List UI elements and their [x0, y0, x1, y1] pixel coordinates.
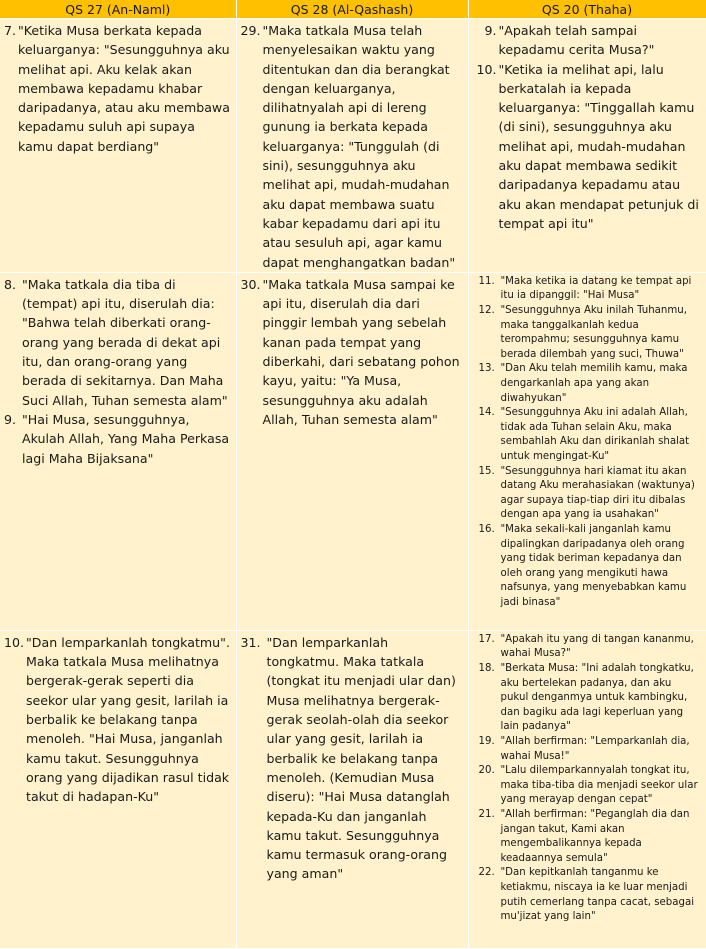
- cell-thaha: [468, 630, 706, 948]
- verse-text: "Ketika ia melihat api, lalu berkatalah ia kepada keluarganya: "Tinggallah kamu (di sini), sesungguhnya aku melihat api, mudah-mudahan aku dapat membawa sedikit daripadanya kepadamu atau aku akan mendapat petunjuk di tempat api itu": [498, 61, 699, 231]
- cell-al-qashash: [236, 630, 468, 948]
- verse: [473, 764, 702, 808]
- table-row: [0, 272, 706, 630]
- verse-number: 31.: [240, 634, 261, 650]
- cell-al-qashash: [236, 272, 468, 630]
- verse: [473, 60, 702, 234]
- verse-text: "Dan Aku telah memilih kamu, maka dengarkanlah apa yang akan diwahyukan": [500, 363, 688, 404]
- verse: [4, 633, 232, 807]
- verse: [473, 633, 702, 662]
- verse-number: 20.: [478, 765, 495, 777]
- verse-number: 9.: [484, 23, 497, 38]
- verse: [241, 275, 464, 429]
- verse-number: 14.: [478, 407, 495, 419]
- verse-text: "Sesungguhnya hari kiamat itu akan datang Aku merahasiakan (waktunya) agar supaya tiap-tiap diri itu dibalas dengan apa yang ia usahakan": [500, 465, 695, 521]
- verse: [473, 866, 702, 924]
- verse-number: 16.: [478, 523, 495, 535]
- verse-number: 29.: [240, 23, 261, 38]
- table-row: [0, 630, 706, 948]
- verse-text: "Hai Musa, sesungguhnya, Akulah Allah, Yang Maha Perkasa lagi Maha Bijaksana": [22, 411, 230, 466]
- verse-number: 10.: [476, 61, 497, 77]
- verse-number: 19.: [478, 736, 495, 748]
- cell-al-qashash: [236, 19, 468, 273]
- verse: [473, 465, 702, 523]
- header-al-qashash: QS 28 (Al-Qashash): [236, 0, 468, 19]
- verse-text: "Maka sekali-kali janganlah kamu dipalingkan daripadanya oleh orang yang tidak beriman kepadanya dan oleh orang yang mengikuti hawa nafsunya, yang menyebabkan kamu jadi binasa": [500, 523, 687, 608]
- verse-text: "Sesungguhnya Aku inilah Tuhanmu, maka tanggalkanlah kedua terompahmu; sesungguhnya kamu berada dilembah yang suci, Thuwa": [500, 305, 687, 360]
- verse-number: 7.: [4, 23, 17, 38]
- verse-text: "Dan kepitkanlah tanganmu ke ketiakmu, niscaya ia ke luar menjadi putih cemerlang tanpa cacat, sebagai mu'jizat yang lain": [500, 867, 695, 923]
- verse-number: 17.: [478, 633, 495, 645]
- verse-number: 13.: [478, 363, 495, 375]
- verse-number: 12.: [478, 305, 495, 317]
- verse-text: "Apakah telah sampai kepadamu cerita Musa?": [498, 23, 655, 58]
- verse-text: "Allah berfirman: "Lemparkanlah dia, wahai Musa!": [500, 736, 690, 762]
- verse-text: "Allah berfirman: "Peganglah dia dan jangan takut, Kami akan mengembalikannya kepada keadaannya semula": [500, 808, 690, 864]
- verse: [241, 21, 464, 272]
- verse-number: 15.: [478, 465, 495, 477]
- verse-text: "Maka tatkala Musa sampai ke api itu, diserulah dia dari pinggir lembah yang sebelah kanan pada tempat yang diberkahi, dari sebatang pohon kayu, yaitu: "Ya Musa, sesungguhnya aku adalah Allah, Tuhan semesta alam": [262, 276, 460, 427]
- verse-number: 22.: [478, 867, 495, 879]
- verse: [4, 21, 232, 156]
- verse: [473, 735, 702, 764]
- verse-text: "Maka tatkala dia tiba di (tempat) api itu, diserulah dia: "Bahwa telah diberkati orang-orang yang berada di dekat api itu, dan orang-orang yang berada di sekitarnya. Dan Maha Suci Allah, Tuhan semesta alam": [22, 276, 228, 408]
- header-an-naml: QS 27 (An-Naml): [0, 0, 236, 19]
- verse-text: "Dan lemparkanlah tongkatmu. Maka tatkala (tongkat itu menjadi ular dan) Musa melihatnya bergerak-gerak seolah-olah dia seekor ular yang gesit, larilah ia berbalik ke belakang tanpa menoleh. (Kemudian Musa diseru): "Hai Musa datanglah kepada-Ku dan janganlah kamu takut. Sesungguhnya kamu termasuk orang-orang yang aman": [266, 634, 456, 882]
- verse-text: "Ketika Musa berkata kepada keluarganya: "Sesungguhnya aku melihat api. Aku kelak akan membawa kepadamu khabar daripadanya, atau aku membawa kepadamu suluh api supaya kamu dapat berdiang": [18, 23, 230, 154]
- verse: [473, 523, 702, 611]
- verse: [473, 304, 702, 362]
- verse: [4, 275, 232, 410]
- cell-an-naml: [0, 272, 236, 630]
- verse-text: "Apakah itu yang di tangan kananmu, wahai Musa?": [500, 633, 694, 660]
- verse-number: 18.: [478, 663, 495, 675]
- header-thaha: QS 20 (Thaha): [468, 0, 706, 19]
- verse-text: "Maka ketika ia datang ke tempat api itu ia dipanggil: "Hai Musa": [500, 275, 692, 302]
- verse-text: "Dan lemparkanlah tongkatmu". Maka tatkala Musa melihatnya bergerak-gerak seperti dia seekor ular yang gesit, larilah ia berbalik ke belakang tanpa menoleh. "Hai Musa, janganlah kamu takut. Sesungguhnya orang yang dijadikan rasul tidak takut di hadapan-Ku": [26, 634, 230, 805]
- verse: [473, 21, 702, 60]
- cell-thaha: [468, 19, 706, 273]
- table-row: [0, 19, 706, 273]
- header-row: [0, 0, 706, 19]
- verse-number: 11.: [478, 275, 495, 287]
- cell-an-naml: [0, 19, 236, 273]
- verse-text: "Berkata Musa: "Ini adalah tongkatku, aku bertelekan padanya, dan aku pukul denganmya untuk kambingku, dan bagiku ada lagi keperluan yang lain padanya": [500, 663, 694, 733]
- verse-text: "Sesungguhnya Aku ini adalah Allah, tidak ada Tuhan selain Aku, maka sembahlah Aku dan dirikanlah shalat untuk mengingat-Ku": [500, 407, 690, 462]
- verse: [473, 362, 702, 406]
- cell-an-naml: [0, 630, 236, 948]
- verse-number: 30.: [240, 276, 261, 292]
- verse-number: 10.: [4, 634, 25, 650]
- cell-thaha: [468, 272, 706, 630]
- verse: [473, 406, 702, 464]
- verse: [241, 633, 464, 884]
- verse-number: 21.: [478, 808, 495, 820]
- verse: [473, 275, 702, 304]
- verse: [473, 662, 702, 735]
- verse: [4, 410, 232, 468]
- verse-number: 8.: [4, 276, 17, 292]
- verse-number: 9.: [4, 411, 17, 427]
- verse-text: "Maka tatkala Musa telah menyelesaikan waktu yang ditentukan dan dia berangkat dengan keluarganya, dilihatnyalah api di lereng gunung ia berkata kepada keluarganya: "Tunggulah (di sini), sesungguhnya aku melihat api, mudah-mudahan aku dapat membawa suatu kabar kepadamu dari api itu atau sesuluh api, agar kamu dapat menghangatkan badan": [262, 23, 456, 270]
- verse: [473, 808, 702, 866]
- verse-text: "Lalu dilemparkannyalah tongkat itu, maka tiba-tiba dia menjadi seekor ular yang merayap dengan cepat": [500, 765, 698, 806]
